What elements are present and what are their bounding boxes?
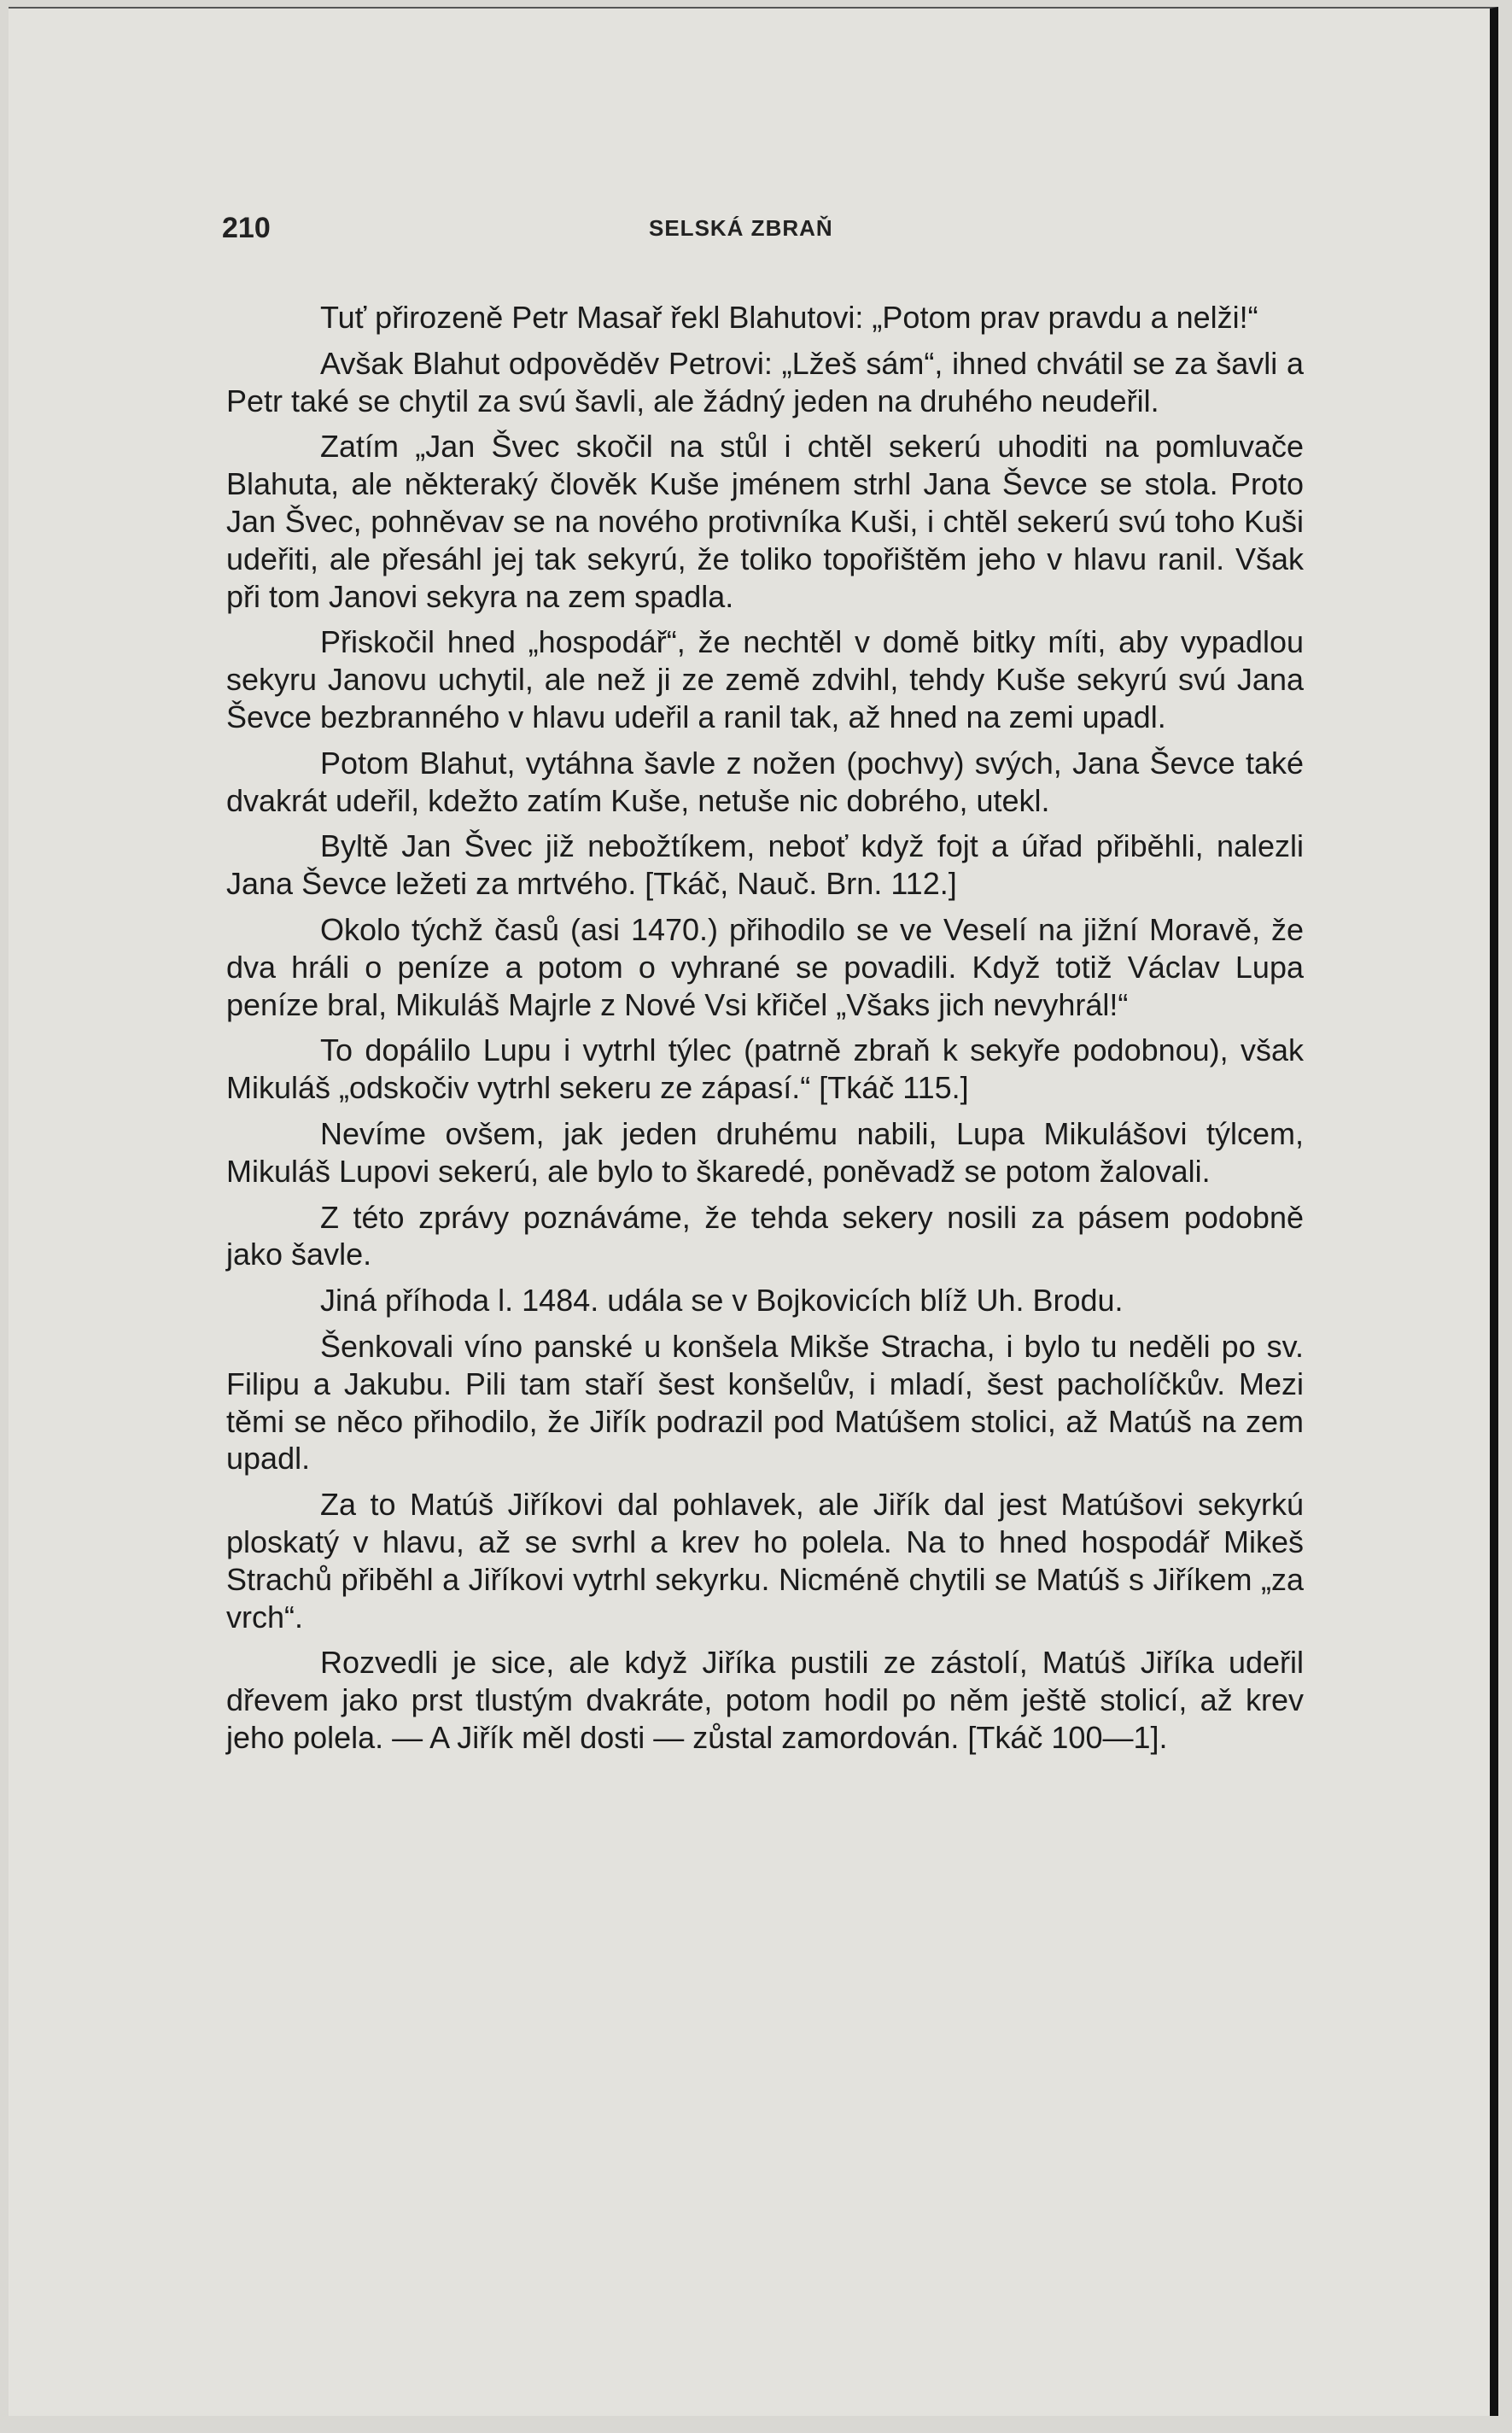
paragraph: Nevíme ovšem, jak jeden druhému nabili, Lupa Mikulášovi týlcem, Mikuláš Lupovi sekerú, ale bylo to škaredé, poněvadž se potom žalovali. [226, 1115, 1304, 1189]
paragraph: Byltě Jan Švec již nebožtíkem, neboť když fojt a úřad přiběhli, nalezli Jana Ševce ležeti za mrtvého. [Tkáč, Nauč. Brn. 112.] [226, 828, 1304, 902]
page-number: 210 [222, 212, 271, 244]
running-title: SELSKÁ ZBRAŇ [649, 215, 833, 241]
paragraph: Z této zprávy poznáváme, že tehda sekery nosili za pásem podobně jako šavle. [226, 1199, 1304, 1272]
book-page [9, 7, 1498, 2416]
paragraph: Zatím „Jan Švec skočil na stůl i chtěl sekerú uhoditi na pomluvače Blahuta, ale některaký člověk Kuše jménem strhl Jana Ševce se stola. Proto Jan Švec, pohněvav se na nového protivníka Kuši, i chtěl sekerú svú toho Kuši udeřiti, ale přesáhl jej tak sekyrú, že toliko topořištěm jeho v hlavu ranil. Však při tom Janovi sekyra na zem spadla. [226, 429, 1304, 614]
paragraph: Za to Matúš Jiříkovi dal pohlavek, ale Jiřík dal jest Matúšovi sekyrkú ploskatý v hlavu, až se svrhl a krev ho polela. Na to hned hospodář Mikeš Strachů přiběhl a Jiříkovi vytrhl sekyrku. Nicméně chytili se Matúš s Jiříkem „za vrch“. [226, 1487, 1304, 1635]
paragraph: Okolo týchž časů (asi 1470.) přihodilo se ve Veselí na jižní Moravě, že dva hráli o peníze a potom o vyhrané se povadili. Když totiž Václav Lupa peníze bral, Mikuláš Majrle z Nové Vsi křičel „Všaks jich nevyhrál!“ [226, 911, 1304, 1022]
paragraph: Šenkovali víno panské u konšela Mikše Stracha, i bylo tu neděli po sv. Filipu a Jakubu. Pili tam staří šest konšelův, i mladí, šest pacholíčkův. Mezi těmi se něco přihodilo, že Jiřík podrazil pod Matúšem stolici, až Matúš na zem upadl. [226, 1328, 1304, 1477]
paragraph: To dopálilo Lupu i vytrhl týlec (patrně zbraň k sekyře podobnou), však Mikuláš „odskočiv vytrhl sekeru ze zápasí.“ [Tkáč 115.] [226, 1032, 1304, 1106]
paragraph: Přiskočil hned „hospodář“, že nechtěl v domě bitky míti, aby vypadlou sekyru Janovu uchytil, ale než ji ze země zdvihl, tehdy Kuše sekyrú svú Jana Ševce bezbranného v hlavu udeřil a ranil tak, až hned na zemi upadl. [226, 624, 1304, 734]
page-header [222, 212, 1298, 254]
paragraph: Avšak Blahut odpověděv Petrovi: „Lžeš sám“, ihned chvátil se za šavli a Petr také se chytil za svú šavli, ale žádný jeden na druhého neudeřil. [226, 345, 1304, 418]
paragraph: Jiná příhoda l. 1484. udála se v Bojkovicích blíž Uh. Brodu. [320, 1283, 1124, 1319]
body-text [226, 299, 1304, 1757]
paragraph: Tuť přirozeně Petr Masař řekl Blahutovi: „Potom prav pravdu a nelži!“ [320, 300, 1258, 335]
paragraph: Potom Blahut, vytáhna šavle z nožen (pochvy) svých, Jana Ševce také dvakrát udeřil, kdežto zatím Kuše, netuše nic dobrého, utekl. [226, 745, 1304, 818]
paragraph: Rozvedli je sice, ale když Jiříka pustili ze zástolí, Matúš Jiříka udeřil dřevem jako prst tlustým dvakráte, potom hodil po něm ještě stolicí, až krev jeho polela. — A Jiřík měl dosti — zůstal zamordován. [Tkáč 100—1]. [226, 1645, 1304, 1755]
